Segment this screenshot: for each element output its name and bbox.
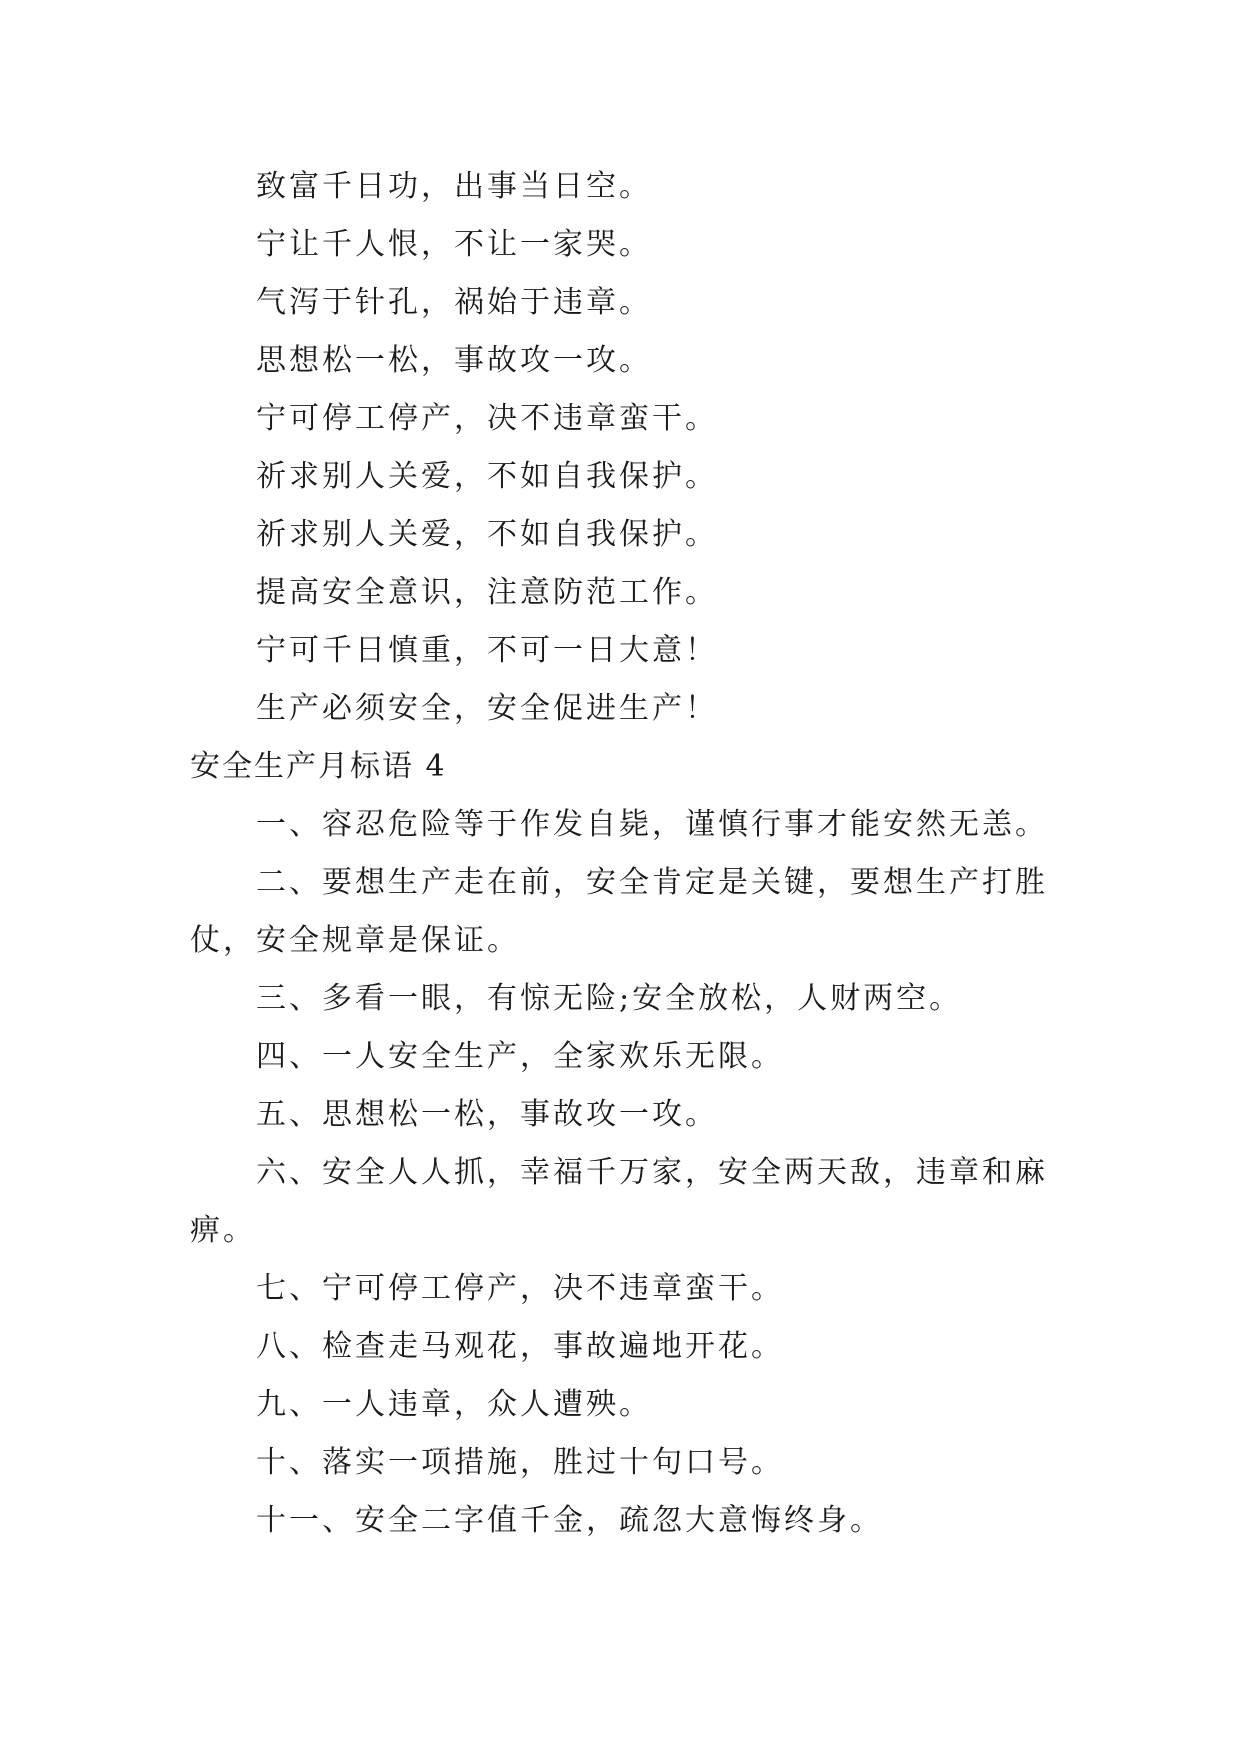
document-body	[190, 158, 1060, 1550]
numbered-slogan: 九、一人违章，众人遭殃。	[256, 1387, 652, 1422]
slogan-line: 致富千日功，出事当日空。	[256, 169, 652, 204]
slogan-line: 宁可千日慎重，不可一日大意！	[256, 633, 718, 668]
slogan-line: 宁让千人恨，不让一家哭。	[256, 227, 652, 262]
slogan-line: 思想松一松，事故攻一攻。	[256, 343, 652, 378]
slogan-line: 生产必须安全，安全促进生产！	[256, 691, 718, 726]
numbered-slogan: 四、一人安全生产，全家欢乐无限。	[256, 1039, 784, 1074]
slogan-line: 祈求别人关爱，不如自我保护。	[256, 517, 718, 552]
numbered-slogan: 八、检查走马观花，事故遍地开花。	[256, 1329, 784, 1364]
numbered-slogan: 五、思想松一松，事故攻一攻。	[256, 1097, 718, 1132]
slogan-line: 气泻于针孔，祸始于违章。	[256, 285, 652, 320]
numbered-slogan: 十一、安全二字值千金，疏忽大意悔终身。	[256, 1503, 883, 1538]
section-heading: 安全生产月标语 4	[190, 749, 447, 784]
slogan-line-1: 六、安全人人抓，幸福千万家，安全两天敌，违章和麻	[256, 1155, 1048, 1190]
slogan-line: 提高安全意识，注意防范工作。	[256, 575, 718, 610]
numbered-slogan: 三、多看一眼，有惊无险;安全放松，人财两空。	[256, 981, 963, 1016]
slogan-line: 祈求别人关爱，不如自我保护。	[256, 459, 718, 494]
slogan-line: 宁可停工停产，决不违章蛮干。	[256, 401, 718, 436]
numbered-slogan	[190, 854, 1060, 970]
slogan-line-2: 痹。	[190, 1213, 256, 1248]
numbered-slogan	[190, 1144, 1060, 1260]
slogan-line-1: 二、要想生产走在前，安全肯定是关键，要想生产打胜	[256, 865, 1048, 900]
numbered-slogan: 十、落实一项措施，胜过十句口号。	[256, 1445, 784, 1480]
slogan-line-2: 仗，安全规章是保证。	[190, 923, 520, 958]
numbered-slogan: 一、容忍危险等于作发自毙，谨慎行事才能安然无恙。	[256, 807, 1048, 842]
numbered-slogan: 七、宁可停工停产，决不违章蛮干。	[256, 1271, 784, 1306]
